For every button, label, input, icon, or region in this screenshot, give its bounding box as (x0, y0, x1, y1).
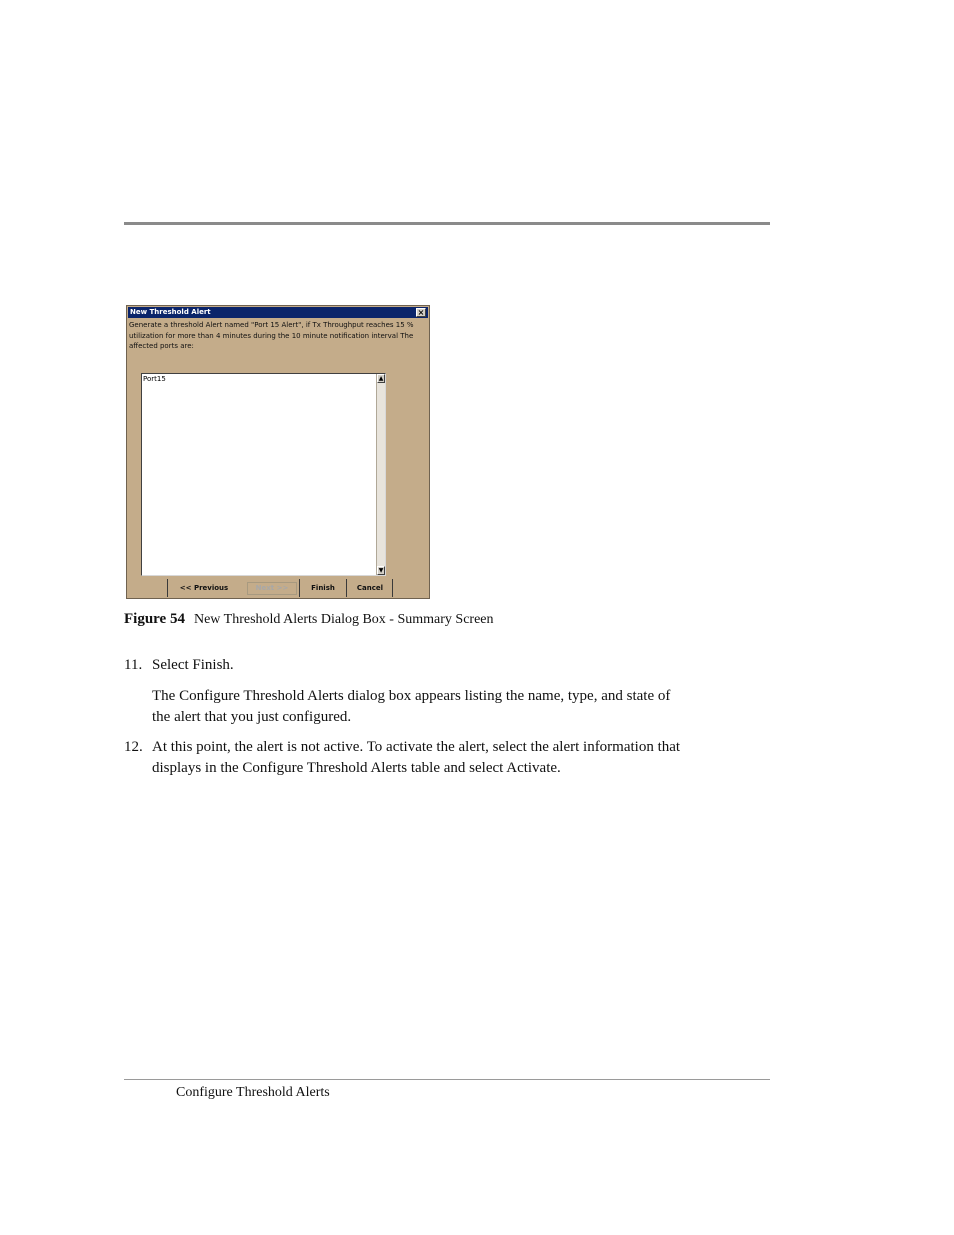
button-divider (392, 579, 393, 597)
button-divider (346, 579, 347, 597)
step-11-detail (152, 686, 752, 728)
footer-rule (124, 1079, 770, 1080)
dialog-title: New Threshold Alert (130, 308, 211, 316)
next-button[interactable]: Next >> (247, 582, 297, 595)
figure-caption (124, 611, 494, 628)
step-number: 11. (124, 657, 143, 673)
header-rule (124, 222, 770, 225)
list-item[interactable]: Port15 (143, 375, 166, 383)
wizard-button-row (127, 579, 429, 597)
close-icon[interactable]: × (417, 308, 425, 317)
scroll-down-icon[interactable]: ▼ (378, 567, 384, 574)
affected-ports-list[interactable] (141, 373, 386, 576)
scroll-up-icon[interactable]: ▲ (378, 375, 384, 382)
step-line: At this point, the alert is not active. To activate the alert, select the alert information that (152, 739, 681, 755)
figure-label: Figure 54 (124, 611, 185, 627)
list-scrollbar[interactable] (376, 374, 385, 575)
detail-line: the alert that you just configured. (152, 709, 352, 725)
figure-caption-text: New Threshold Alerts Dialog Box - Summary Screen (193, 612, 494, 627)
alert-summary-text (129, 320, 425, 352)
summary-line: affected ports are: (129, 342, 194, 350)
footer-section-title: Configure Threshold Alerts (176, 1085, 330, 1100)
button-divider (167, 579, 168, 597)
button-divider (299, 579, 300, 597)
step-text: Select Finish. (152, 657, 234, 673)
dialog-titlebar (128, 307, 428, 318)
step-text (152, 737, 752, 779)
detail-line: The Configure Threshold Alerts dialog box appears listing the name, type, and state of (152, 688, 671, 704)
cancel-button[interactable]: Cancel (356, 584, 384, 592)
summary-line: Generate a threshold Alert named "Port 15 Alert", if Tx Throughput reaches 15 % (129, 321, 414, 329)
previous-button[interactable]: << Previous (179, 584, 229, 592)
new-threshold-alert-dialog (126, 305, 430, 599)
step-line: displays in the Configure Threshold Alerts table and select Activate. (152, 760, 561, 776)
summary-line: utilization for more than 4 minutes during the 10 minute notification interval The (129, 331, 414, 340)
step-number: 12. (124, 739, 143, 755)
finish-button[interactable]: Finish (311, 584, 335, 592)
